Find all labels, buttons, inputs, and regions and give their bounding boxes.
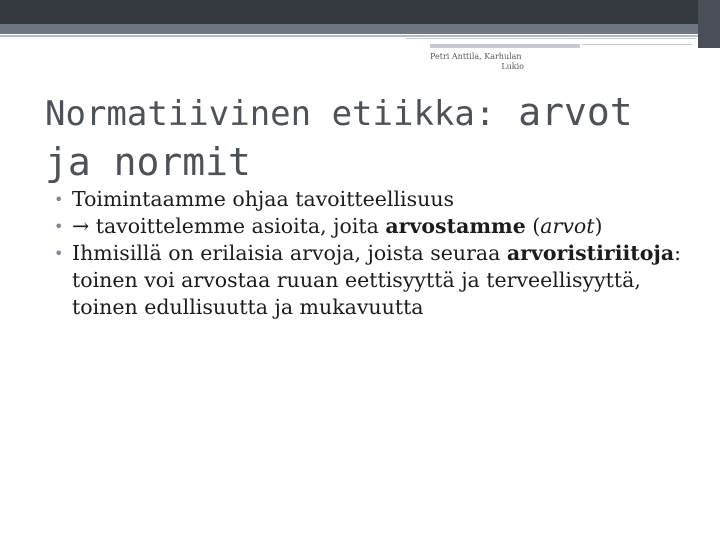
author-note <box>430 52 530 72</box>
arrow-icon: → <box>72 214 90 238</box>
bullet-item <box>52 186 692 213</box>
header-rule-block <box>430 44 580 48</box>
header-rule-thin <box>582 44 692 45</box>
bullet-item <box>52 213 692 240</box>
top-corner-accent <box>698 0 720 48</box>
bullet-text: ( <box>525 214 541 238</box>
slide-title-part2: arvot ja normit <box>45 90 633 184</box>
bullet-text: Ihmisillä on erilaisia arvoja, joista seuraa <box>72 241 507 265</box>
bullet-dot: • <box>54 244 64 263</box>
author-note-line1: Petri Anttila, Karhulan <box>430 52 522 61</box>
bullet-text: Toimintaamme ohjaa tavoitteellisuus <box>72 187 455 211</box>
bullet-dot: • <box>54 190 64 209</box>
bullet-dot: • <box>54 217 64 236</box>
bullet-text: tavoittelemme asioita, joita <box>89 214 386 238</box>
bullet-bold-term: arvostamme <box>385 214 526 238</box>
slide-title <box>45 88 685 188</box>
bullet-list <box>52 186 692 321</box>
top-stripe <box>0 24 698 34</box>
bullet-text: ) <box>594 214 603 238</box>
header-rule <box>406 38 696 39</box>
slide-title-part1: Normatiivinen etiikka: <box>45 94 496 134</box>
bullet-bold-term: arvoristiriitoja <box>506 241 675 265</box>
author-note-line2: Lukio <box>501 62 524 71</box>
top-stripe-highlight <box>0 35 698 37</box>
bullet-text: : toinen voi arvostaa ruuan eettisyyttä ja terveellisyyttä, toinen edullisuutta ja mukavuutta <box>72 241 682 319</box>
bullet-italic-term: arvot <box>540 214 595 238</box>
bullet-item <box>52 240 692 321</box>
top-banner <box>0 0 720 24</box>
